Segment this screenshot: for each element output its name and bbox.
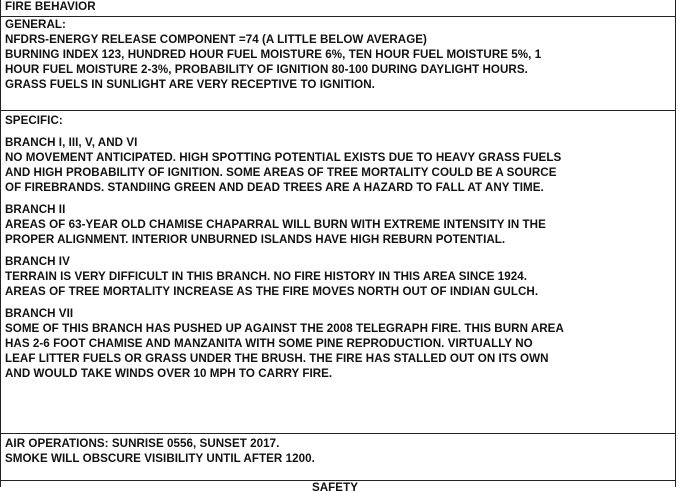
specific-section bbox=[1, 110, 675, 431]
branch-line: LEAF LITTER FUELS OR GRASS UNDER THE BRUSH. THE FIRE HAS STALLED OUT ON ITS OWN bbox=[5, 352, 549, 365]
general-section bbox=[1, 16, 675, 108]
branch-line: AND WOULD TAKE WINDS OVER 10 MPH TO CARRY FIRE. bbox=[5, 367, 333, 380]
general-line: HOUR FUEL MOISTURE 2-3%, PROBABILITY OF IGNITION 80-100 DURING DAYLIGHT HOURS. bbox=[5, 63, 528, 76]
branch-name: BRANCH IV bbox=[5, 255, 70, 268]
branch-line: AND HIGH PROBABILITY OF IGNITION. SOME AREAS OF TREE MORTALITY COULD BE A SOURCE bbox=[5, 166, 557, 179]
branch-line: PROPER ALIGNMENT. INTERIOR UNBURNED ISLANDS HAVE HIGH REBURN POTENTIAL. bbox=[5, 233, 506, 246]
branch-line: NO MOVEMENT ANTICIPATED. HIGH SPOTTING POTENTIAL EXISTS DUE TO HEAVY GRASS FUELS bbox=[5, 151, 562, 164]
branch-name: BRANCH VII bbox=[5, 307, 74, 320]
branch-line: AREAS OF 63-YEAR OLD CHAMISE CHAPARRAL WILL BURN WITH EXTREME INTENSITY IN THE bbox=[5, 218, 546, 231]
branch-name: BRANCH II bbox=[5, 203, 66, 216]
safety-section bbox=[1, 480, 675, 491]
branch-block bbox=[5, 202, 675, 247]
branch-name: BRANCH I, III, V, AND VI bbox=[5, 136, 138, 149]
safety-heading: SAFETY bbox=[311, 481, 359, 491]
branch-line: SOME OF THIS BRANCH HAS PUSHED UP AGAINST THE 2008 TELEGRAPH FIRE. THIS BURN AREA bbox=[5, 322, 564, 335]
branch-line: AREAS OF TREE MORTALITY INCREASE AS THE FIRE MOVES NORTH OUT OF INDIAN GULCH. bbox=[5, 285, 539, 298]
air-operations-line: AIR OPERATIONS: SUNRISE 0556, SUNSET 2017. bbox=[5, 437, 280, 450]
general-heading: GENERAL: bbox=[5, 18, 66, 31]
specific-heading: SPECIFIC: bbox=[5, 114, 63, 127]
general-line: NFDRS-ENERGY RELEASE COMPONENT =74 (A LITTLE BELOW AVERAGE) bbox=[5, 33, 427, 46]
title-section bbox=[1, 0, 675, 17]
general-line: GRASS FUELS IN SUNLIGHT ARE VERY RECEPTIVE TO IGNITION. bbox=[5, 78, 375, 91]
general-line: BURNING INDEX 123, HUNDRED HOUR FUEL MOISTURE 6%, TEN HOUR FUEL MOISTURE 5%, 1 bbox=[5, 48, 542, 61]
branch-block bbox=[5, 254, 675, 299]
air-operations-line: SMOKE WILL OBSCURE VISIBILITY UNTIL AFTER 1200. bbox=[5, 452, 315, 465]
section-title: FIRE BEHAVIOR bbox=[5, 0, 96, 13]
branch-block bbox=[5, 135, 675, 195]
air-operations-section bbox=[1, 433, 675, 478]
branch-line: OF FIREBRANDS. STANDIING GREEN AND DEAD TREES ARE A HAZARD TO FALL AT ANY TIME. bbox=[5, 181, 544, 194]
branch-block bbox=[5, 306, 675, 381]
branch-line: TERRAIN IS VERY DIFFICULT IN THIS BRANCH. NO FIRE HISTORY IN THIS AREA SINCE 1924. bbox=[5, 270, 528, 283]
branch-line: HAS 2-6 FOOT CHAMISE AND MANZANITA WITH SOME PINE REPRODUCTION. VIRTUALLY NO bbox=[5, 337, 533, 350]
